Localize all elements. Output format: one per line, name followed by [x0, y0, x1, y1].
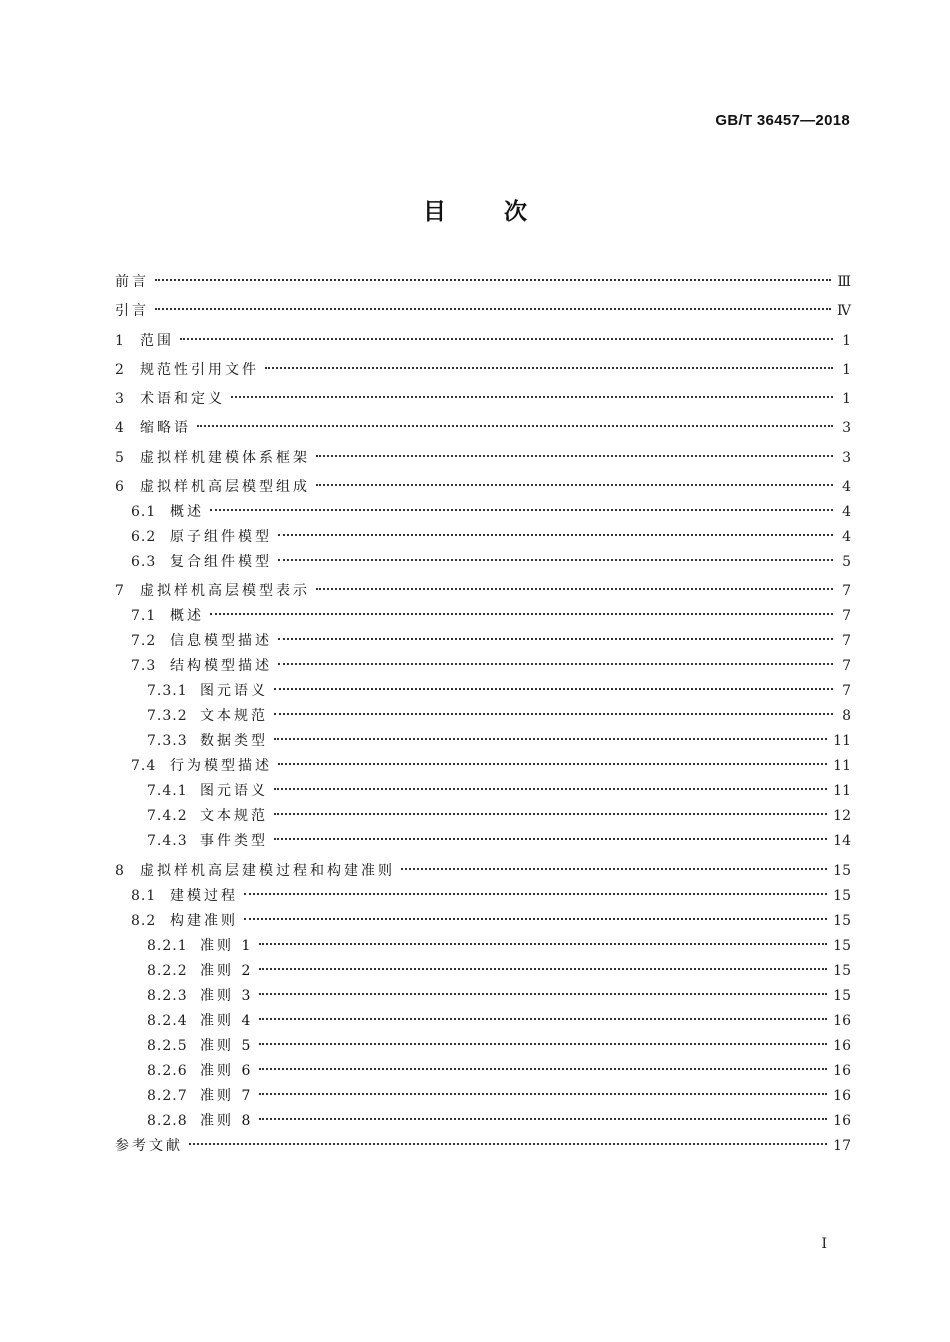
toc-dot-leader — [401, 868, 827, 870]
toc-dot-leader — [316, 455, 833, 457]
toc-dot-leader — [155, 279, 831, 281]
toc-entry-page: 16 — [833, 1037, 851, 1054]
toc-entry-page: Ⅳ — [837, 303, 851, 320]
toc-entry-label: 数据类型 — [200, 733, 268, 750]
toc-entry-page: 1 — [842, 332, 851, 349]
toc-entry[interactable] — [115, 1109, 851, 1134]
toc-entry[interactable] — [115, 329, 851, 354]
toc-entry[interactable] — [115, 525, 851, 550]
toc-entry-page: 14 — [833, 833, 851, 850]
toc-dot-leader — [210, 613, 833, 615]
toc-entry-page: 8 — [842, 708, 851, 725]
toc-entry-label: 参考文献 — [115, 1137, 183, 1154]
toc-entry[interactable] — [115, 679, 851, 704]
toc-entry-label: 术语和定义 — [140, 391, 225, 408]
toc-entry[interactable] — [115, 416, 851, 441]
toc-dot-leader — [259, 968, 827, 970]
toc-dot-leader — [189, 1143, 827, 1145]
toc-dot-leader — [259, 1018, 827, 1020]
toc-dot-leader — [316, 484, 833, 486]
toc-dot-leader — [274, 788, 827, 790]
toc-entry-label: 引言 — [115, 303, 149, 320]
toc-entry[interactable] — [115, 654, 851, 679]
toc-entry[interactable] — [115, 859, 851, 884]
toc-dot-leader — [278, 559, 833, 561]
toc-entry-number: 7.4.3 — [147, 833, 188, 850]
toc-entry[interactable] — [115, 299, 851, 324]
standard-number: GB/T 36457—2018 — [715, 112, 850, 129]
toc-entry-number: 8 — [115, 862, 125, 879]
toc-entry-number: 8.2.5 — [147, 1037, 188, 1054]
toc-entry-number: 8.2.6 — [147, 1062, 188, 1079]
toc-entry[interactable] — [115, 579, 851, 604]
toc-dot-leader — [180, 338, 833, 340]
toc-entry-number: 8.1 — [131, 887, 157, 904]
toc-entry-label: 结构模型描述 — [170, 658, 272, 675]
toc-entry-page: 15 — [833, 937, 851, 954]
toc-entry-label: 范围 — [140, 332, 174, 349]
toc-entry-page: 4 — [842, 479, 851, 496]
toc-dot-leader — [259, 943, 827, 945]
toc-entry-number: 8.2.2 — [147, 962, 188, 979]
toc-entry-page: 16 — [833, 1062, 851, 1079]
toc-entry-label: 文本规范 — [200, 708, 268, 725]
page-number: I — [821, 1236, 827, 1252]
toc-entry-page: 11 — [833, 733, 851, 750]
toc-dot-leader — [274, 738, 827, 740]
toc-entry-number: 8.2.4 — [147, 1012, 188, 1029]
toc-dot-leader — [259, 1093, 827, 1095]
toc-entry-label: 图元语义 — [200, 683, 268, 700]
toc-entry-number: 4 — [115, 420, 125, 437]
toc-entry[interactable] — [115, 959, 851, 984]
toc-entry-page: 5 — [842, 554, 851, 571]
toc-entry-label: 建模过程 — [170, 887, 238, 904]
toc-entry-page: 7 — [842, 683, 851, 700]
toc-entry-page: 7 — [842, 583, 851, 600]
toc-entry-number: 6 — [115, 479, 125, 496]
toc-entry[interactable] — [115, 729, 851, 754]
toc-entry-page: 16 — [833, 1012, 851, 1029]
toc-entry-page: 7 — [842, 633, 851, 650]
toc-entry[interactable] — [115, 704, 851, 729]
toc-entry-label: 前言 — [115, 274, 149, 290]
toc-dot-leader — [259, 1043, 827, 1045]
toc-entry-page: 4 — [842, 504, 851, 521]
toc-entry-number: 8.2.3 — [147, 987, 188, 1004]
toc-entry-page: 11 — [833, 783, 851, 800]
toc-entry-label: 原子组件模型 — [170, 529, 272, 546]
toc-entry-page: 15 — [833, 862, 851, 879]
toc-dot-leader — [278, 663, 833, 665]
toc-dot-leader — [274, 838, 827, 840]
toc-entry-label: 事件类型 — [200, 833, 268, 850]
toc-entry[interactable] — [115, 1084, 851, 1109]
toc-entry-number: 3 — [115, 391, 125, 408]
toc-entry-number: 7.3.3 — [147, 733, 188, 750]
toc-dot-leader — [316, 588, 833, 590]
toc-dot-leader — [197, 425, 833, 427]
toc-entry-label: 概述 — [170, 608, 204, 625]
toc-dot-leader — [244, 893, 827, 895]
toc-entry-number: 1 — [115, 332, 125, 349]
toc-entry-number: 6.3 — [131, 554, 157, 571]
toc-entry[interactable] — [115, 754, 851, 779]
toc-entry-page: 15 — [833, 887, 851, 904]
toc-entry-label: 准则 5 — [200, 1037, 254, 1054]
toc-entry-page: 12 — [833, 808, 851, 825]
toc-entry-number: 7 — [115, 583, 125, 600]
toc-entry-page: 3 — [842, 449, 851, 466]
toc-entry-label: 准则 4 — [200, 1012, 254, 1029]
toc-entry-page: 11 — [833, 758, 851, 775]
toc-entry[interactable] — [115, 884, 851, 909]
toc-entry[interactable] — [115, 387, 851, 412]
toc-dot-leader — [259, 993, 827, 995]
toc-entry-label: 虚拟样机高层建模过程和构建准则 — [140, 862, 395, 879]
page-title: 目次 — [423, 199, 585, 225]
toc-entry-label: 文本规范 — [200, 808, 268, 825]
toc-entry-number: 8.2 — [131, 912, 157, 929]
toc-entry-number: 7.2 — [131, 633, 157, 650]
toc-entry[interactable] — [115, 629, 851, 654]
toc-entry[interactable] — [115, 1034, 851, 1059]
toc-entry[interactable] — [115, 500, 851, 525]
toc-dot-leader — [210, 509, 833, 511]
toc-entry-number: 6.2 — [131, 529, 157, 546]
toc-entry-number: 8.2.8 — [147, 1112, 188, 1129]
toc-entry[interactable] — [115, 829, 851, 854]
toc-entry-page: 7 — [842, 608, 851, 625]
toc-dot-leader — [274, 688, 833, 690]
toc-entry-number: 7.4.1 — [147, 783, 188, 800]
toc-entry-label: 虚拟样机高层模型组成 — [140, 479, 310, 496]
toc-entry-page: 17 — [833, 1137, 851, 1154]
toc-entry-number: 7.3.1 — [147, 683, 188, 700]
toc-entry[interactable] — [115, 909, 851, 934]
toc-entry-page: 4 — [842, 529, 851, 546]
toc-entry-page: 16 — [833, 1087, 851, 1104]
toc-entry-label: 准则 8 — [200, 1112, 254, 1129]
toc-entry[interactable] — [115, 984, 851, 1009]
toc-dot-leader — [274, 813, 827, 815]
toc-entry-label: 虚拟样机建模体系框架 — [140, 449, 310, 466]
toc-entry-page: 15 — [833, 962, 851, 979]
toc-entry-label: 准则 6 — [200, 1062, 254, 1079]
toc-entry-page: 16 — [833, 1112, 851, 1129]
toc-entry-label: 复合组件模型 — [170, 554, 272, 571]
toc-entry-number: 8.2.1 — [147, 937, 188, 954]
toc-entry[interactable] — [115, 604, 851, 629]
toc-entry-label: 规范性引用文件 — [140, 361, 259, 378]
toc-entry[interactable] — [115, 270, 851, 295]
toc-entry-label: 概述 — [170, 504, 204, 521]
toc-entry[interactable] — [115, 1134, 851, 1159]
toc-dot-leader — [155, 308, 831, 310]
table-of-contents — [115, 270, 851, 1159]
toc-entry-label: 构建准则 — [170, 912, 238, 929]
toc-dot-leader — [274, 713, 833, 715]
toc-dot-leader — [278, 534, 833, 536]
toc-entry-number: 7.1 — [131, 608, 157, 625]
toc-entry-label: 虚拟样机高层模型表示 — [140, 583, 310, 600]
toc-dot-leader — [265, 367, 833, 369]
toc-entry[interactable] — [115, 934, 851, 959]
toc-entry-label: 信息模型描述 — [170, 633, 272, 650]
toc-entry[interactable] — [115, 550, 851, 575]
toc-entry-label: 缩略语 — [140, 420, 191, 437]
toc-entry[interactable] — [115, 358, 851, 383]
toc-entry-label: 图元语义 — [200, 783, 268, 800]
toc-entry-number: 7.3 — [131, 658, 157, 675]
toc-entry-number: 8.2.7 — [147, 1087, 188, 1104]
toc-entry[interactable] — [115, 1059, 851, 1084]
toc-dot-leader — [259, 1118, 827, 1120]
toc-dot-leader — [278, 763, 827, 765]
toc-entry[interactable] — [115, 804, 851, 829]
toc-entry-number: 2 — [115, 361, 125, 378]
toc-entry[interactable] — [115, 475, 851, 500]
toc-entry-label: 行为模型描述 — [170, 758, 272, 775]
toc-dot-leader — [231, 396, 833, 398]
toc-dot-leader — [244, 918, 827, 920]
toc-dot-leader — [278, 638, 833, 640]
toc-entry[interactable] — [115, 1009, 851, 1034]
toc-entry-number: 7.3.2 — [147, 708, 188, 725]
toc-dot-leader — [259, 1068, 827, 1070]
toc-entry-number: 7.4.2 — [147, 808, 188, 825]
toc-entry-label: 准则 2 — [200, 962, 254, 979]
toc-entry-label: 准则 7 — [200, 1087, 254, 1104]
toc-entry-page: 3 — [842, 420, 851, 437]
toc-entry-page: 1 — [842, 361, 851, 378]
toc-entry-label: 准则 3 — [200, 987, 254, 1004]
toc-entry[interactable] — [115, 446, 851, 471]
toc-entry-page: 7 — [842, 658, 851, 675]
toc-entry[interactable] — [115, 779, 851, 804]
toc-entry-number: 5 — [115, 449, 125, 466]
toc-entry-page: 15 — [833, 912, 851, 929]
toc-entry-number: 7.4 — [131, 758, 157, 775]
toc-entry-label: 准则 1 — [200, 937, 254, 954]
toc-entry-page: Ⅲ — [837, 274, 851, 290]
toc-entry-page: 1 — [842, 391, 851, 408]
toc-entry-page: 15 — [833, 987, 851, 1004]
toc-entry-number: 6.1 — [131, 504, 157, 521]
